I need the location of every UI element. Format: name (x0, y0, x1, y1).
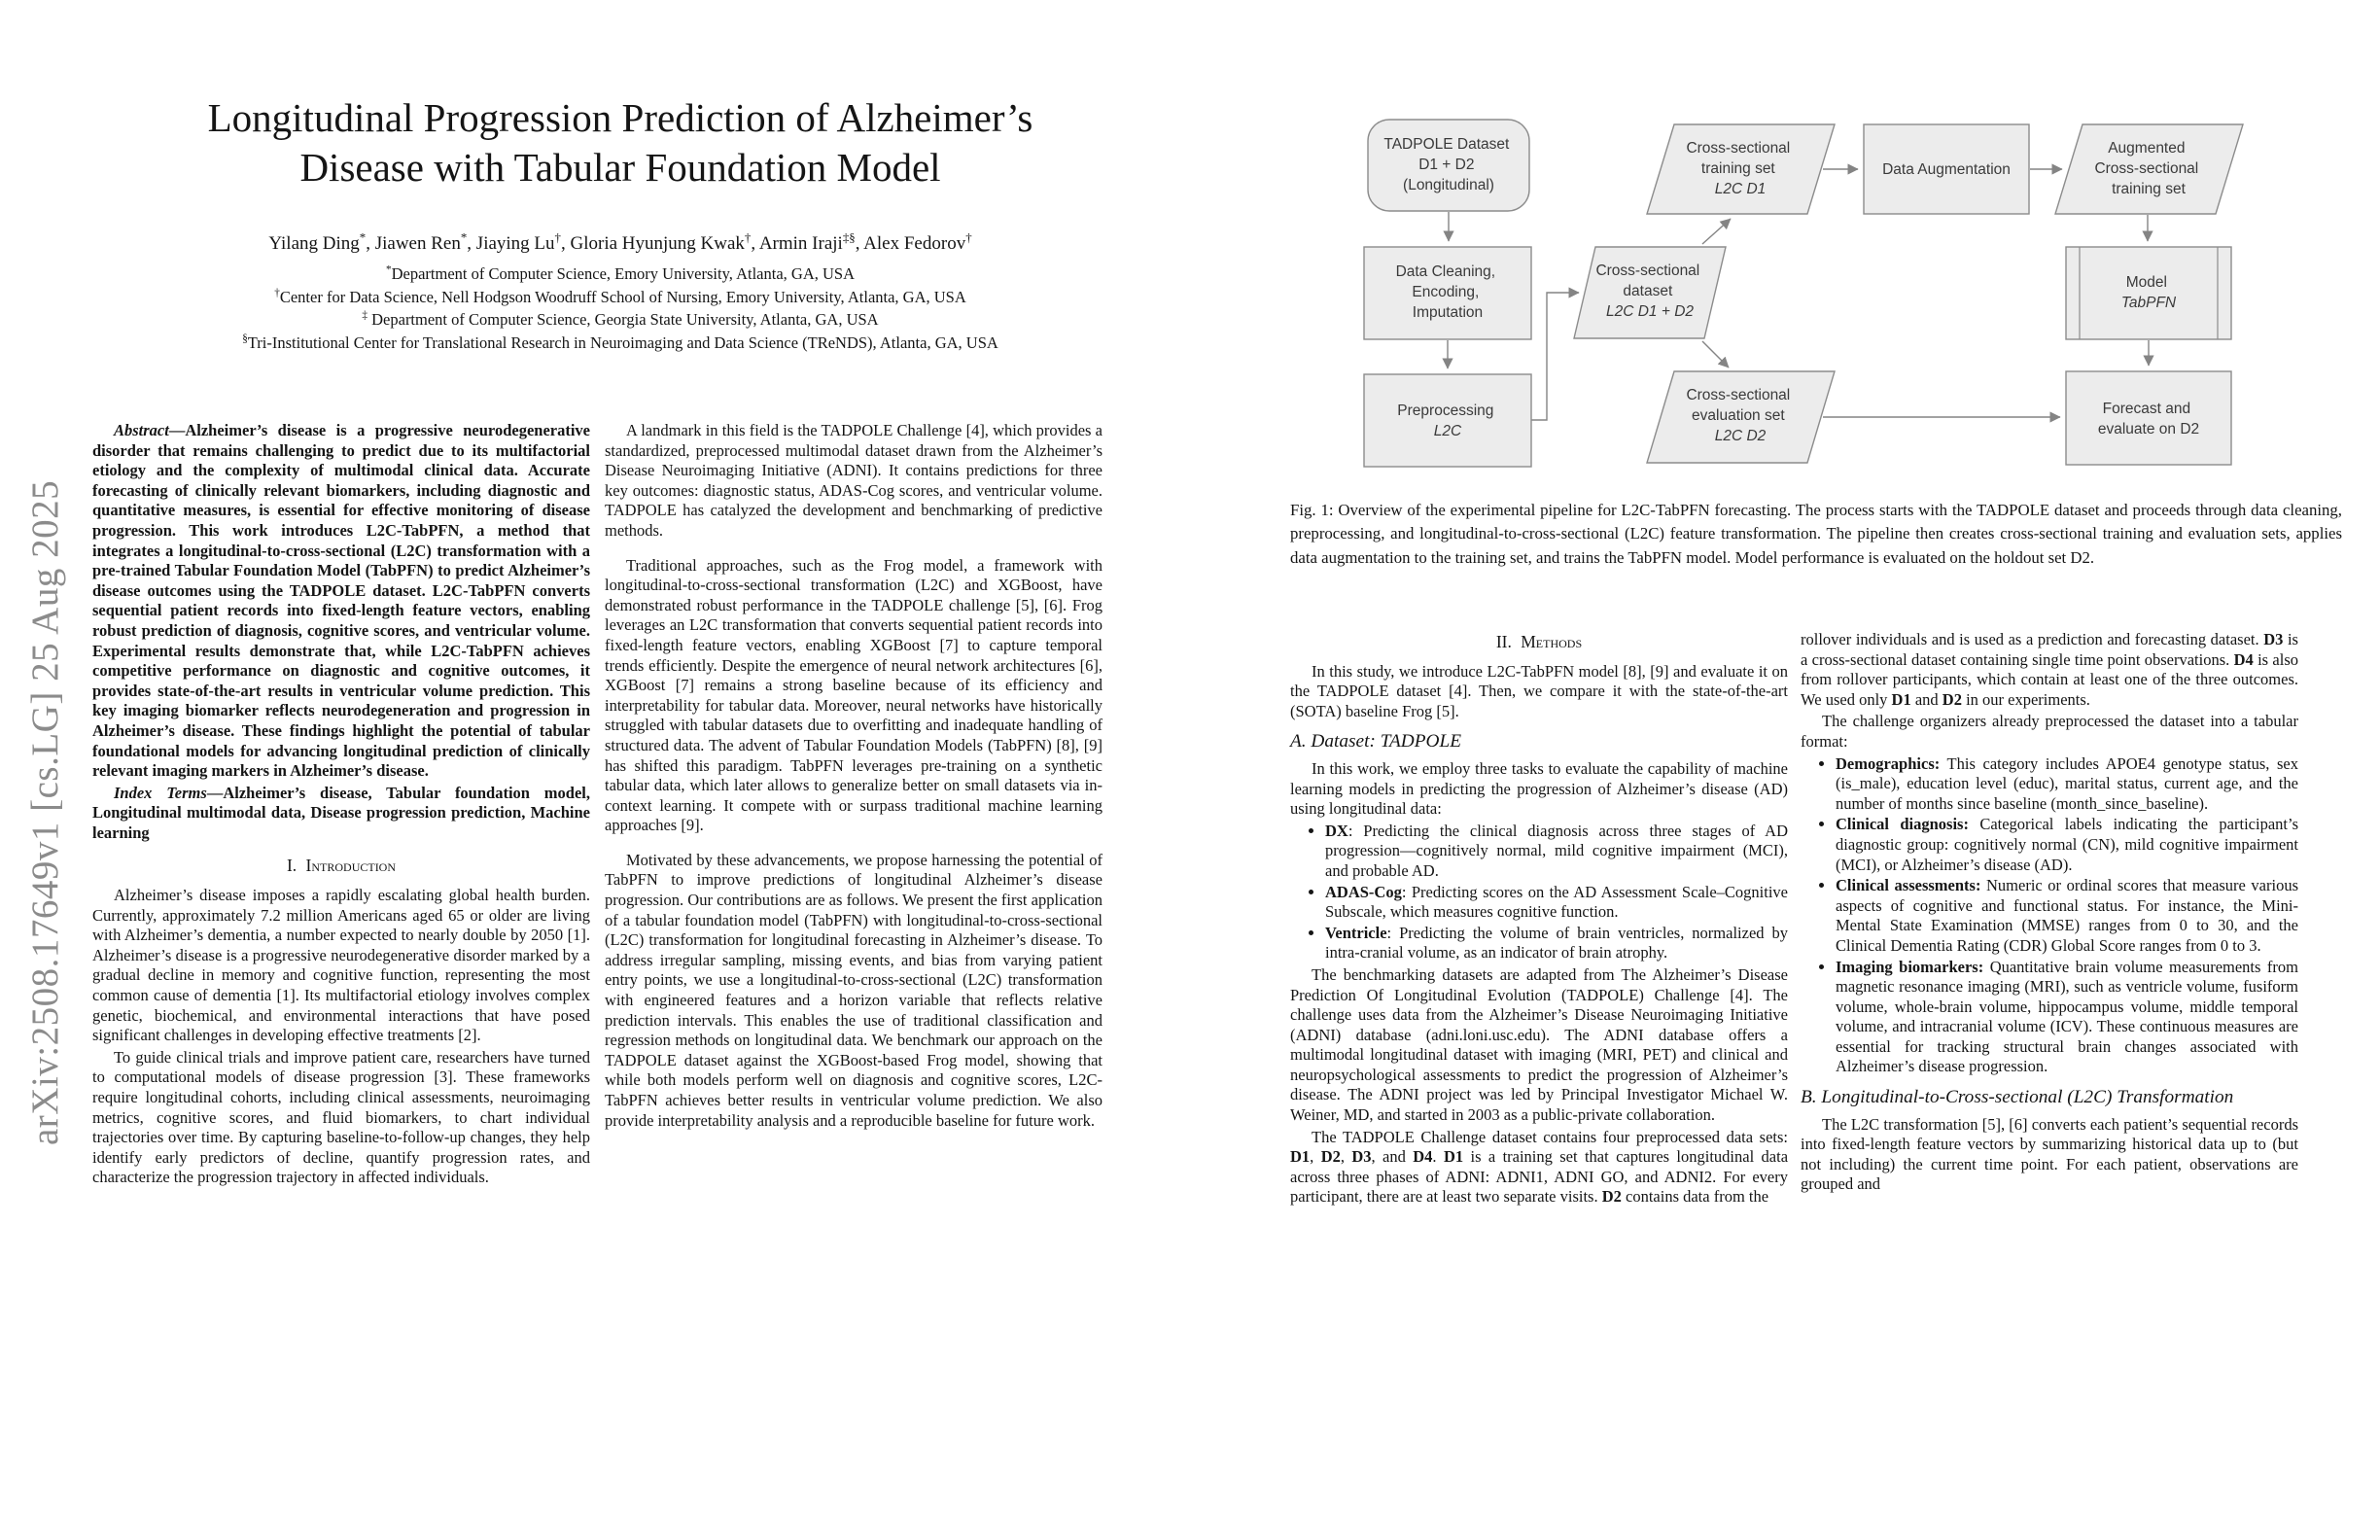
section-heading-methods: II. Methods (1495, 632, 1583, 651)
bullet-clinical-diagnosis: • Clinical diagnosis: Categorical labels indicating the participant’s diagnostic group: cognitively normal (CN), mild cognitive impairment (MCI), or Alzheimer’s disease (AD). (1836, 815, 2298, 875)
node-data-augmentation-label: Data Augmentation (1882, 161, 2011, 178)
bullet-demographics: • Demographics: This category includes APOE4 genotype status, sex (is_male), education level (educ), marital status, current age, and the number of months since baseline (month_since_baseline). (1836, 754, 2298, 815)
paper-title (92, 93, 1148, 192)
l2c-paragraph-1: The L2C transformation [5], [6] converts each patient’s sequential records into fixed-length feature vectors by summarizing historical data up to (but not including) the current time point. For each patient, observations are grouped and (1801, 1114, 2298, 1194)
paper-title-line2: Disease with Tabular Foundation Model (299, 145, 941, 190)
bullet-ventricle: • Ventricle: Predicting the volume of brain ventricles, normalized by intra-cranial volume, as an indicator of brain atrophy. (1325, 924, 1788, 963)
feature-bullet-list (1801, 754, 2298, 1078)
abstract-label: Abstract (114, 421, 169, 439)
node-forecast-evaluate (2066, 371, 2231, 465)
page1-column1 (92, 421, 590, 1190)
dataset-paragraph-2: The benchmarking datasets are adapted from The Alzheimer’s Disease Prediction Of Longitudinal Evolution (TADPOLE) Challenge [4]. The challenge uses data from the Alzheimer’s Disease Neuroimaging Initiative (ADNI) database (adni.loni.usc.edu). The ADNI database offers a multimodal longitudinal dataset with imaging (MRI, PET) and clinical and neuropsychological assessments to predict the progression of Alzheimer’s disease. The ADNI project was led by Principal Investigator Michael W. Weiner, MD, and started in 2003 as a public-private collaboration. (1290, 964, 1788, 1125)
intro-paragraph-2: To guide clinical trials and improve patient care, researchers have turned to computational models of disease progression [3]. These frameworks require longitudinal cohorts, including clinical assessments, neuroimaging metrics, cognitive scores, and fluid biomarkers, to chart individual trajectories over time. By capturing baseline-to-follow-up changes, they help identify early predictors of decline, quantify progression rates, and characterize the progression trajectory in affected individuals. (92, 1047, 590, 1187)
node-model-tabpfn-label: Model TabPFN (2120, 274, 2177, 311)
index-terms-paragraph (92, 784, 590, 844)
edge-dataset-to-eval (1702, 341, 1729, 368)
page2-column1 (1290, 630, 1788, 1209)
dataset-paragraph-1: In this work, we employ three tasks to evaluate the capability of machine learning models in predicting the progression of Alzheimer’s disease (AD) using longitudinal data: (1290, 758, 1788, 819)
node-model-tabpfn (2066, 247, 2231, 339)
index-terms-label: Index Terms (114, 783, 207, 802)
node-augmented-training-set-label: Augmented Cross-sectional training set (2094, 140, 2199, 197)
intro-paragraph-3: A landmark in this field is the TADPOLE Challenge [4], which provides a standardized, preprocessed multimodal dataset drawn from the Alzheimer’s Disease Neuroimaging Initiative (ADNI). It contains predictions for three key outcomes: diagnostic status, ADAS-Cog scores, and ventricular volume. TADPOLE has catalyzed the development and benchmarking of predictive methods. (605, 421, 1102, 540)
task-bullet-list (1290, 822, 1788, 963)
arxiv-watermark: arXiv:2508.17649v1 [cs.LG] 25 Aug 2025 (24, 479, 66, 1145)
affiliation-3: ‡ Department of Computer Science, Georgia State University, Atlanta, GA, USA (362, 309, 879, 329)
subsection-heading-dataset: A. Dataset: TADPOLE (1290, 731, 1461, 752)
bullet-adas-cog: • ADAS-Cog: Predicting scores on the AD Assessment Scale–Cognitive Subscale, which measures cognitive function. (1325, 883, 1788, 923)
affiliation-1: *Department of Computer Science, Emory University, Atlanta, GA, USA (385, 263, 856, 283)
node-preprocessing-label: Preprocessing L2C (1397, 402, 1494, 439)
node-preprocessing (1364, 374, 1531, 467)
paper-title-line1: Longitudinal Progression Prediction of Alzheimer’s (207, 95, 1033, 140)
dataset-paragraph-4: The challenge organizers already preprocessed the dataset into a tabular format: (1801, 712, 2298, 751)
intro-paragraph-4: Traditional approaches, such as the Frog model, a framework with longitudinal-to-cross-sectional transformation (L2C) and XGBoost, have demonstrated robust performance in the TADPOLE challenge [5], [6]. Frog leverages an L2C transformation that converts sequential patient records into fixed-length feature vectors, enabling XGBoost [7] to capture temporal trends efficiently. Despite the emergence of neural network architectures [6], XGBoost [7] remains a strong baseline because of its efficiency and interpretability for tabular data. Moreover, neural networks have historically struggled with tabular datasets due to overfitting and inadequate handling of structured data. The advent of Tabular Foundation Models (TabPFN) [8], [9] has shifted this paradigm. TabPFN leverages pre-training on a synthetic tabular data, which later allows to generalize better on small datasets via in-context learning. It compete with or surpass traditional machine learning approaches [9]. (605, 555, 1102, 835)
bullet-imaging-biomarkers: • Imaging biomarkers: Quantitative brain volume measurements from magnetic resonance imaging (MRI), such as ventricle volume, fusiform volume, whole-brain volume, hippocampus volume, middle temporal volume, and intracranial volume (ICV). These continuous measures are essential for tracking structural brain changes associated with Alzheimer’s disease progression. (1836, 958, 2298, 1078)
figure-1-caption: Fig. 1: Overview of the experimental pipeline for L2C-TabPFN forecasting. The process starts with the TADPOLE dataset and proceeds through data cleaning, preprocessing, and longitudinal-to-cross-sectional (L2C) feature transformation. The pipeline then creates cross-sectional training and evaluation sets, applies data augmentation to the training set, and trains the TabPFN model. Model performance is evaluated on the holdout set D2. (1290, 501, 2342, 567)
subsection-heading-l2c: B. Longitudinal-to-Cross-sectional (L2C) Transformation (1801, 1087, 2234, 1108)
section-heading-introduction: I. Introduction (286, 856, 397, 876)
index-terms-text: —Alzheimer’s disease, Tabular foundation model, Longitudinal multimodal data, Disease progression prediction, Machine learning (92, 783, 590, 842)
page1-column2 (605, 421, 1102, 1145)
node-tadpole-label: TADPOLE Dataset D1 + D2 (Longitudinal) (1383, 136, 1510, 193)
affiliation-list (73, 262, 1168, 354)
author-list: Yilang Ding*, Jiawen Ren*, Jiaying Lu†, Gloria Hyunjung Kwak†, Armin Iraji‡§, Alex Fedorov† (268, 229, 972, 254)
affiliation-4: §Tri-Institutional Center for Translational Research in Neuroimaging and Data Science (TReNDS), Atlanta, GA, USA (242, 332, 998, 352)
dataset-paragraph-3-continued: rollover individuals and is used as a prediction and forecasting dataset. D3 is a cross-sectional dataset containing single time point observations. D4 is also from rollover participants, which contain at least one of the three outcomes. We used only D1 and D2 in our experiments. (1801, 630, 2298, 709)
dataset-paragraph-3: The TADPOLE Challenge dataset contains four preprocessed data sets: D1, D2, D3, and D4. D1 is a training set that captures longitudinal data across three phases of ADNI: ADNI1, ADNI GO, and ADNI2. For every participant, there are at least two separate visits. D2 contains data from the (1290, 1127, 1789, 1207)
node-cross-sectional-evaluation-set-label: Cross-sectional evaluation set L2C D2 (1686, 387, 1791, 444)
abstract-paragraph (92, 421, 590, 782)
node-cross-sectional-dataset-label: Cross-sectional dataset L2C D1 + D2 (1595, 262, 1700, 320)
pipeline-flowchart (1282, 92, 2342, 491)
bullet-clinical-assessments: • Clinical assessments: Numeric or ordinal scores that measure various aspects of cognitive and functional status. For instance, the Mini-Mental State Examination (MMSE) ranges from 0 to 30, and the Clinical Dementia Rating (CDR) Global Score ranges from 0 to 3. (1836, 876, 2298, 956)
affiliation-2: †Center for Data Science, Nell Hodgson Woodruff School of Nursing, Emory University, Atlanta, GA, USA (274, 287, 966, 306)
edge-dataset-to-train (1702, 219, 1731, 244)
edge-preprocess-to-dataset (1531, 293, 1579, 420)
bullet-dx: • DX: Predicting the clinical diagnosis across three stages of AD progression—cognitively normal, mild cognitive impairment (MCI), and probable AD. (1325, 822, 1788, 882)
intro-paragraph-5: Motivated by these advancements, we propose harnessing the potential of TabPFN to improve predictions of longitudinal Alzheimer’s disease progression. Our contributions are as follows. We present the first application of a tabular foundation model (TabPFN) with longitudinal-to-cross-sectional (L2C) transformation for longitudinal forecasting in Alzheimer’s disease. To address irregular sampling, missing events, and bias from varying patient entry points, we use a longitudinal-to-cross-sectional (L2C) transformation with engineered features and a horizon variable that reflects relative prediction intervals. This enables the use of traditional classification and regression methods on longitudinal data. We benchmark our approach on the TADPOLE dataset against the XGBoost-based Frog model, showing that while both models perform well on diagnosis and cognitive scores, L2C-TabPFN achieves better results in ventricular volume prediction. We also provide interpretability analysis and a reproducible baseline for future work. (605, 850, 1102, 1130)
node-cross-sectional-training-set-label: Cross-sectional training set L2C D1 (1686, 140, 1791, 197)
node-forecast-evaluate-label: Forecast and evaluate on D2 (2097, 401, 2200, 438)
node-data-cleaning-label: Data Cleaning, Encoding, Imputation (1395, 263, 1496, 321)
intro-paragraph-1: Alzheimer’s disease imposes a rapidly escalating global health burden. Currently, approximately 7.2 million Americans aged 65 or older are living with Alzheimer’s dementia, a number expected to nearly double by 2050 [1]. Alzheimer’s disease is a progressive neurodegenerative disorder marked by a gradual decline in memory and cognitive function, representing the most common cause of dementia [1]. Its multifactorial etiology involves complex genetic, biochemical, and environmental interactions that have posed significant challenges in developing effective treatments [2]. (92, 886, 590, 1045)
methods-paragraph-1: In this study, we introduce L2C-TabPFN model [8], [9] and evaluate it on the TADPOLE dataset [4]. Then, we compare it with the state-of-the-art (SOTA) baseline Frog [5]. (1290, 661, 1788, 720)
figure-1-pipeline-diagram (1282, 92, 2342, 491)
abstract-text: —Alzheimer’s disease is a progressive neurodegenerative disorder that remains challenging to predict due to its multifactorial etiology and the complexity of multimodal clinical data. Accurate forecasting of clinically relevant biomarkers, including diagnostic and quantitative measures, is essential for effective monitoring of disease progression. This work introduces L2C-TabPFN, a method that integrates a longitudinal-to-cross-sectional (L2C) transformation with a pre-trained Tabular Foundation Model (TabPFN) to predict Alzheimer’s disease outcomes using the TADPOLE dataset. L2C-TabPFN converts sequential patient records into fixed-length feature vectors, enabling robust prediction of diagnosis, cognitive scores, and ventricular volume. Experimental results demonstrate that, while L2C-TabPFN achieves competitive performance on diagnostic and cognitive outcomes, it provides state-of-the-art results in ventricular volume prediction. This key imaging biomarker reflects neurodegeneration and progression in Alzheimer’s disease. These findings highlight the potential of tabular foundational models for advancing longitudinal prediction of clinically relevant imaging markers in Alzheimer’s disease. (92, 421, 590, 781)
page2-column2 (1801, 630, 2298, 1197)
